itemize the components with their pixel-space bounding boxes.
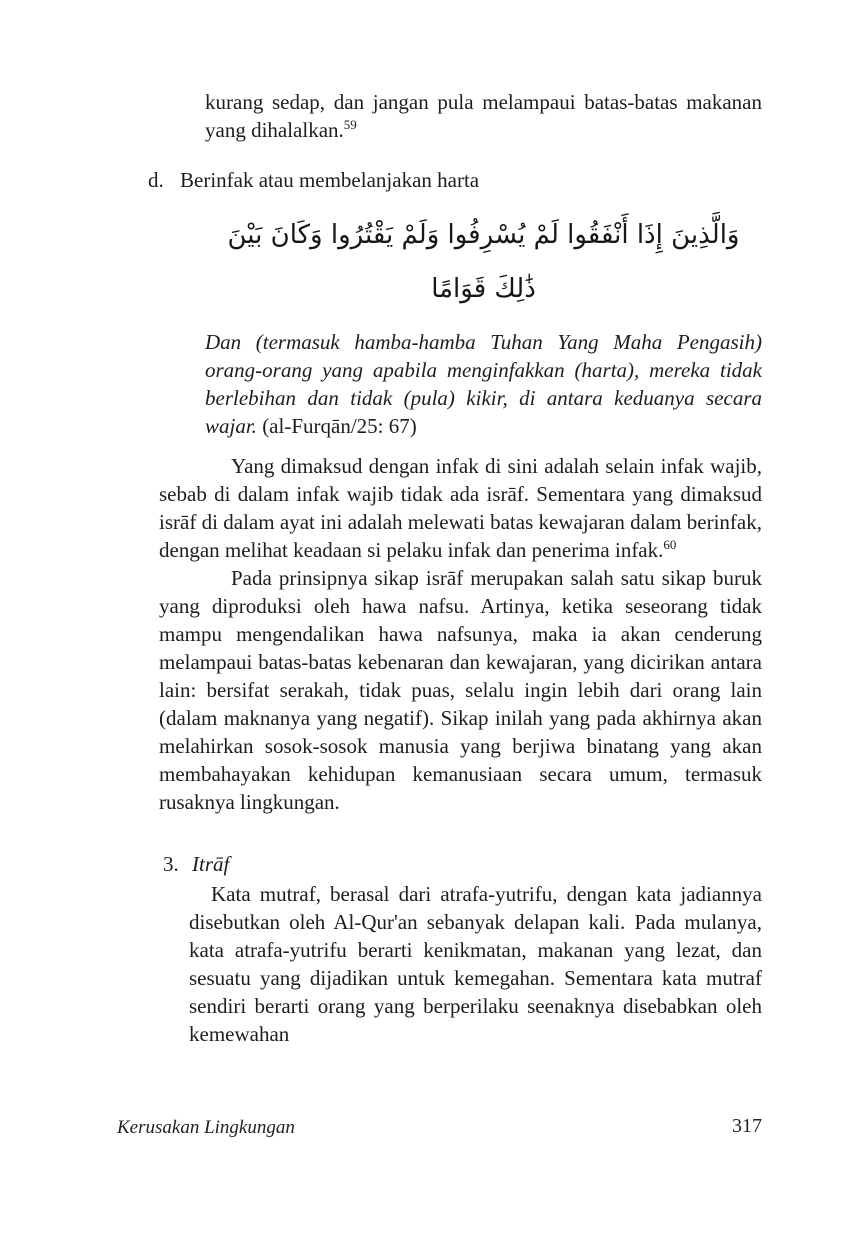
arabic-verse: وَالَّذِينَ إِذَا أَنْفَقُوا لَمْ يُسْرِفُوا وَلَمْ يَقْتُرُوا وَكَانَ بَيْنَ ذَٰلِكَ قَوَامًا [227,220,740,304]
text-run: Pada prinsipnya sikap [231,566,426,590]
list-item-d-title: Berinfak atau membelanjakan harta [180,168,480,192]
section-title: Itrāf [192,852,230,876]
text-run: merupakan salah satu sikap buruk yang diproduksi oleh hawa nafsu. Artinya, ketika seseorang tidak mampu mengendalikan hawa nafsunya, maka ia akan cenderung melampaui batas-batas kebenaran dan kewajaran, yang dicirikan antara lain: bersifat serakah, tidak puas, selalu ingin lebih dari orang lain (dalam maknanya yang negatif). Sikap inilah yang pada akhirnya akan melahirkan sosok-sosok manusia yang berjiwa binatang yang akan membahayakan kehidupan kemanusiaan secara umum, termasuk rusaknya lingkungan. [159,566,762,814]
text-run: Dan (termasuk hamba-hamba Tuhan Yang Maha Pengasih) orang-orang yang apabila menginfakkan (harta), mereka tidak berlebihan dan tidak (pula) kikir, di antara keduanya secara wajar. [205,330,762,438]
footnote-reference: 60 [663,537,677,552]
text-run: kurang sedap, dan jangan pula melampaui batas-batas makanan yang dihalalkan. [205,90,762,142]
paragraph-infak [159,452,762,564]
verse-translation [205,328,762,440]
footnote-reference: 59 [343,117,357,132]
list-item-d-marker: d. [148,168,164,192]
text-run: mutraf, [259,882,321,906]
text-run: isrāf [425,566,464,590]
text-run: berasal dari [320,882,441,906]
text-run: Yang dimaksud dengan infak di sini adalah selain infak wajib, sebab di dalam infak wajib tidak ada [159,454,762,506]
text-run: berarti kenikmatan, makanan yang lezat, dan sesuatu yang dijadikan untuk kemegahan. Sementara kata [189,938,762,990]
text-run: Sementara yang dimaksud [529,482,762,506]
text-run: di dalam ayat ini adalah melewati batas kewajaran dalam berinfak, dengan melihat keadaan si pelaku infak dan penerima infak. [159,510,762,562]
text-run: Kata [211,882,260,906]
text-run: atrafa-yutrifu [234,938,347,962]
paragraph-mutraf [189,880,762,1048]
quote-continuation [205,88,762,144]
list-item-d [148,166,865,194]
footer-page-number: 317 [732,1115,762,1137]
text-run: (al-Furqān/25: 67) [256,414,417,438]
text-run: dengan kata jadiannya disebutkan oleh Al-Qur'an sebanyak delapan kali. Pada mulanya, kata [189,882,762,962]
section-heading-itraf [163,850,865,878]
text-run: isrāf. [486,482,530,506]
text-run: atrafa-yutrifu, [440,882,558,906]
text-run: mutraf [706,966,762,990]
footer-running-title: Kerusakan Lingkungan [117,1117,295,1138]
text-run: sendiri berarti orang yang berperilaku seenaknya disebabkan oleh kemewahan [189,994,762,1046]
text-run: isrāf [159,510,197,534]
section-number: 3. [163,852,179,876]
paragraph-israf [159,564,762,816]
